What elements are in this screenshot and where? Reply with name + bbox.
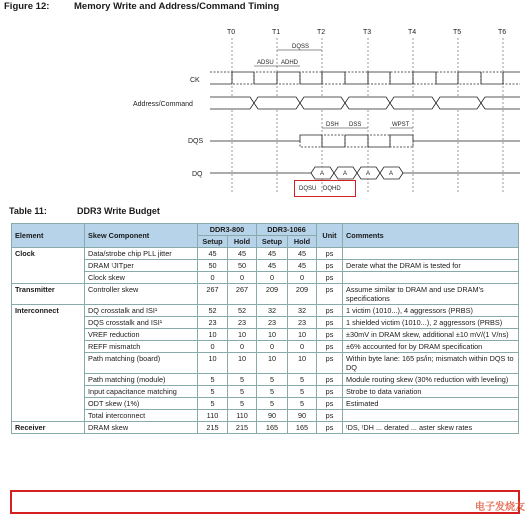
skew-component-cell: Data/strobe chip PLL jitter [85, 248, 198, 260]
ddr1066-hold-cell: 0 [288, 341, 317, 353]
header-hold: Hold [288, 236, 317, 248]
unit-cell: ps [317, 329, 343, 341]
table-number: Table 11: [9, 206, 47, 216]
ddr800-hold-cell: 5 [228, 386, 257, 398]
ddr1066-hold-cell: 90 [288, 410, 317, 422]
comment-cell: Assume similar to DRAM and use DRAM's specifications [343, 284, 519, 305]
ddr800-setup-cell: 5 [198, 386, 228, 398]
ddr800-setup-cell: 52 [198, 305, 228, 317]
ddr800-hold-cell: 10 [228, 353, 257, 374]
skew-component-cell: VREF reduction [85, 329, 198, 341]
signal-label-dqs: DQS [188, 138, 204, 145]
dqhd-label: DQHD [323, 186, 341, 192]
ddr1066-hold-cell: 209 [288, 284, 317, 305]
table-row [12, 272, 519, 284]
skew-component-cell: Total interconnect [85, 410, 198, 422]
comment-cell: ±6% accounted for by DRAM specification [343, 341, 519, 353]
comment-cell: Module routing skew (30% reduction with leveling) [343, 374, 519, 386]
skew-component-cell: ODT skew (1%) [85, 398, 198, 410]
comment-cell: Within byte lane: 165 ps/in; mismatch within DQS to DQ [343, 353, 519, 374]
setup-hold-annotations [254, 50, 413, 128]
ddr800-setup-cell: 110 [198, 410, 228, 422]
unit-cell: ps [317, 341, 343, 353]
ddr800-setup-cell: 5 [198, 374, 228, 386]
adhd-label: ADHD [281, 60, 299, 66]
unit-cell: ps [317, 353, 343, 374]
dq-data-label: A [320, 171, 325, 177]
header-setup: Setup [257, 236, 288, 248]
skew-component-cell: DRAM skew [85, 422, 198, 434]
figure-number: Figure 12: [4, 1, 50, 12]
dqs-waveform [210, 135, 520, 147]
tick-label: T0 [227, 29, 236, 36]
ddr800-hold-cell: 50 [228, 260, 257, 272]
ddr1066-hold-cell: 10 [288, 353, 317, 374]
skew-component-cell: Input capacitance matching [85, 386, 198, 398]
ddr800-setup-cell: 0 [198, 272, 228, 284]
unit-cell: ps [317, 284, 343, 305]
dsh-label: DSH [326, 122, 339, 128]
header-comments: Comments [343, 224, 519, 248]
comment-cell: ±30mV in DRAM skew, additional ±10 mV/(1 V/ns) [343, 329, 519, 341]
table-row [12, 398, 519, 410]
wpst-label: WPST [392, 122, 410, 128]
dss-label: DSS [349, 122, 362, 128]
header-setup: Setup [198, 236, 228, 248]
comment-cell: 1 shielded victim (1010...), 2 aggressors (PRBS) [343, 317, 519, 329]
ddr1066-setup-cell: 5 [257, 386, 288, 398]
table-row [12, 386, 519, 398]
unit-cell: ps [317, 398, 343, 410]
comment-cell: ᵗDS, ᵗDH ... derated ... aster skew rates [343, 422, 519, 434]
ddr1066-hold-cell: 45 [288, 248, 317, 260]
skew-component-cell: Path matching (board) [85, 353, 198, 374]
skew-component-cell: REFF mismatch [85, 341, 198, 353]
element-cell: Clock [12, 248, 85, 284]
table-row [12, 410, 519, 422]
comment-cell [343, 272, 519, 284]
table-row [12, 374, 519, 386]
figure-title-text: Memory Write and Address/Command Timing [74, 1, 280, 12]
ddr1066-setup-cell: 45 [257, 248, 288, 260]
unit-cell: ps [317, 422, 343, 434]
element-cell: Interconnect [12, 305, 85, 422]
skew-component-cell: Clock skew [85, 272, 198, 284]
write-budget-table [11, 223, 519, 434]
unit-cell: ps [317, 374, 343, 386]
tick-labels [227, 29, 506, 36]
ddr1066-hold-cell: 45 [288, 260, 317, 272]
signal-label-ck: CK [190, 77, 200, 84]
ddr1066-setup-cell: 0 [257, 272, 288, 284]
dq-highlight-box [294, 180, 356, 197]
table-row [12, 341, 519, 353]
ddr800-setup-cell: 45 [198, 248, 228, 260]
ddr800-hold-cell: 0 [228, 341, 257, 353]
adsu-label: ADSU [257, 60, 274, 66]
ddr1066-setup-cell: 209 [257, 284, 288, 305]
ddr800-setup-cell: 23 [198, 317, 228, 329]
ddr800-hold-cell: 23 [228, 317, 257, 329]
header-ddr3-800: DDR3-800 [198, 224, 257, 236]
signal-label-address-command: Address/Command [133, 101, 193, 108]
skew-component-cell: DRAM ᵗJITper [85, 260, 198, 272]
header-hold: Hold [228, 236, 257, 248]
ddr800-setup-cell: 0 [198, 341, 228, 353]
ddr800-hold-cell: 10 [228, 329, 257, 341]
ddr1066-setup-cell: 5 [257, 374, 288, 386]
table-row [12, 329, 519, 341]
unit-cell: ps [317, 272, 343, 284]
ddr800-hold-cell: 5 [228, 398, 257, 410]
unit-cell: ps [317, 260, 343, 272]
ddr1066-hold-cell: 165 [288, 422, 317, 434]
ck-waveform [210, 72, 520, 84]
ddr1066-setup-cell: 0 [257, 341, 288, 353]
address-command-waveform [210, 97, 520, 109]
skew-component-cell: Controller skew [85, 284, 198, 305]
dq-waveform [210, 167, 520, 179]
unit-cell: ps [317, 305, 343, 317]
tick-label: T4 [408, 29, 417, 36]
skew-component-cell: Path matching (module) [85, 374, 198, 386]
ddr800-setup-cell: 5 [198, 398, 228, 410]
table-row [12, 284, 519, 305]
ddr1066-setup-cell: 90 [257, 410, 288, 422]
table-title [9, 206, 160, 216]
unit-cell: ps [317, 386, 343, 398]
tick-label: T2 [317, 29, 326, 36]
comment-cell: Strobe to data variation [343, 386, 519, 398]
watermark-text: 电子发烧友 [475, 502, 525, 513]
ddr800-setup-cell: 10 [198, 353, 228, 374]
element-cell: Transmitter [12, 284, 85, 305]
dq-data-label: A [389, 171, 394, 177]
table-row [12, 305, 519, 317]
ddr1066-hold-cell: 23 [288, 317, 317, 329]
timing-diagram [0, 0, 531, 200]
ddr1066-setup-cell: 32 [257, 305, 288, 317]
header-ddr3-1066: DDR3-1066 [257, 224, 317, 236]
ddr800-hold-cell: 215 [228, 422, 257, 434]
ddr1066-setup-cell: 165 [257, 422, 288, 434]
tick-label: T1 [272, 29, 281, 36]
ddr1066-hold-cell: 0 [288, 272, 317, 284]
header-element: Element [12, 224, 85, 248]
dq-data-label: A [366, 171, 371, 177]
element-cell: Receiver [12, 422, 85, 434]
ddr800-hold-cell: 267 [228, 284, 257, 305]
ddr1066-setup-cell: 23 [257, 317, 288, 329]
table-row [12, 260, 519, 272]
ddr800-setup-cell: 267 [198, 284, 228, 305]
ddr800-hold-cell: 110 [228, 410, 257, 422]
table-row [12, 422, 519, 434]
table-body [12, 248, 519, 434]
unit-cell: ps [317, 248, 343, 260]
ddr1066-setup-cell: 10 [257, 329, 288, 341]
ddr1066-hold-cell: 5 [288, 398, 317, 410]
comment-cell: Derate what the DRAM is tested for [343, 260, 519, 272]
ddr1066-hold-cell: 5 [288, 386, 317, 398]
tick-label: T3 [363, 29, 372, 36]
tick-label: T6 [498, 29, 507, 36]
skew-component-cell: DQS crosstalk and ISI¹ [85, 317, 198, 329]
comment-cell: Estimated [343, 398, 519, 410]
ddr800-setup-cell: 10 [198, 329, 228, 341]
unit-cell: ps [317, 410, 343, 422]
ddr800-setup-cell: 50 [198, 260, 228, 272]
ddr800-hold-cell: 45 [228, 248, 257, 260]
ddr800-setup-cell: 215 [198, 422, 228, 434]
comment-cell [343, 410, 519, 422]
ddr1066-hold-cell: 32 [288, 305, 317, 317]
ddr1066-hold-cell: 5 [288, 374, 317, 386]
tick-label: T5 [453, 29, 462, 36]
signal-label-dq: DQ [192, 171, 203, 178]
comment-cell: 1 victim (1010...), 4 aggressors (PRBS) [343, 305, 519, 317]
table-row [12, 317, 519, 329]
ddr1066-setup-cell: 45 [257, 260, 288, 272]
ddr1066-hold-cell: 10 [288, 329, 317, 341]
comment-cell [343, 248, 519, 260]
ddr800-hold-cell: 0 [228, 272, 257, 284]
ddr1066-setup-cell: 10 [257, 353, 288, 374]
dq-data-label: A [343, 171, 348, 177]
ddr800-hold-cell: 5 [228, 374, 257, 386]
skew-component-cell: DQ crosstalk and ISI¹ [85, 305, 198, 317]
table-row [12, 248, 519, 260]
ddr1066-setup-cell: 5 [257, 398, 288, 410]
dqss-label: DQSS [292, 44, 310, 50]
header-unit: Unit [317, 224, 343, 248]
header-skew-component: Skew Component [85, 224, 198, 248]
table-title-text: DDR3 Write Budget [77, 206, 160, 216]
ddr800-hold-cell: 52 [228, 305, 257, 317]
table-row [12, 353, 519, 374]
unit-cell: ps [317, 317, 343, 329]
dqsu-label: DQSU [299, 186, 317, 192]
receiver-highlight-box [10, 490, 520, 514]
